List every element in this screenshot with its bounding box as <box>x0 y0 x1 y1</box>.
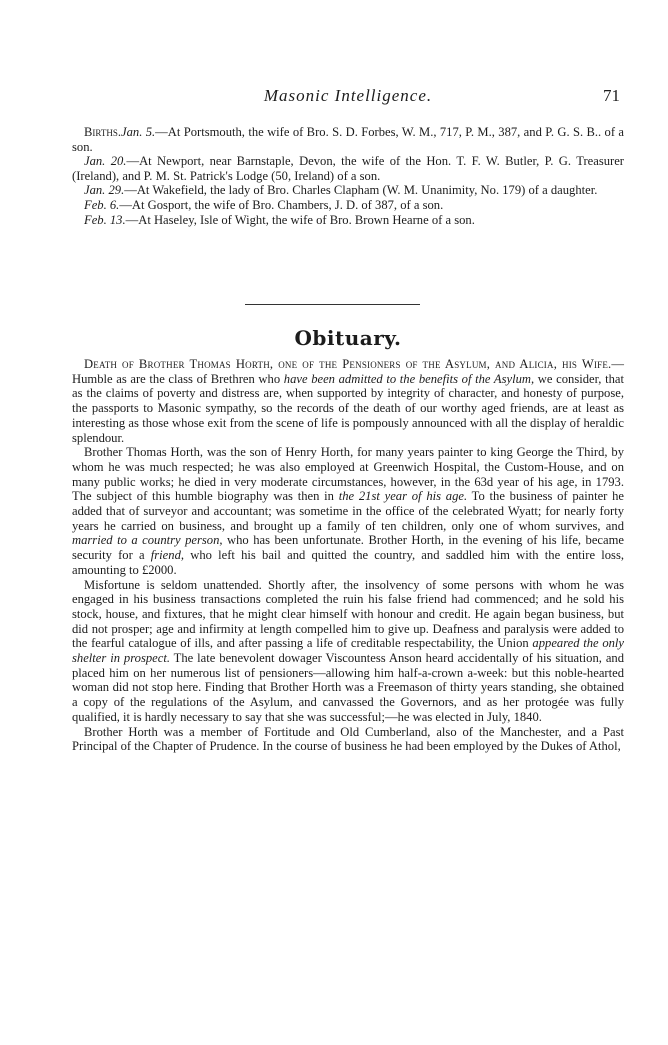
text-run-italic: friend, <box>150 548 185 563</box>
birth-date: Feb. 6. <box>84 197 120 212</box>
birth-entry <box>72 198 624 213</box>
section-divider <box>245 304 420 305</box>
text-run: we consider, that as the claims of poverty and distress are, when supported by integrity of character, and honesty of purpose, the passports to Masonic sympathy, so the records of the death of our worthy aged friends, are at least as interesting as those whose exit from the scene of life is pompously announced with all the display of heraldic splendour. <box>72 371 624 445</box>
text-run: Misfortune is seldom unattended. Shortly after, the insolvency of some persons with whom he was engaged in his business transactions completed the ruin his false friend had commenced; and he sold his stock, house, and fixtures, that he might clear himself with honour and credit. He again began business, but did not prosper; age and infirmity at length compelled him to give up. Deafness and paralysis were added to the fearful catalogue of ills, and after passing a life of creditable respectability, the Union <box>72 577 624 651</box>
text-run: The late benevolent dowager Viscountess Anson heard accidentally of his situation, and placed him on her numerous list of pensioners—allowing him half-a-crown a-week: but this noble-hearted woman did not stop here. Finding that Brother Horth was a Freemason of thirty years standing, she obtained a copy of the regulations of the Asylum, and canvassed the Governors, and as her protogée was fully qualified, it is hardly necessary to say that she was successful;—he was elected in July, 1840. <box>72 651 624 724</box>
obituary-paragraph <box>72 357 624 445</box>
births-lead: Births. <box>84 125 122 139</box>
obituary-body <box>72 357 624 754</box>
text-run: who has been unfortunate. Brother Horth, in the evening of his life, became security for a <box>72 533 624 563</box>
text-run-italic: the 21st year of his age. <box>338 489 468 504</box>
birth-date: Jan. 29. <box>84 183 125 198</box>
obituary-heading: Obituary. <box>294 326 402 350</box>
birth-entry <box>72 183 624 198</box>
text-run: Brother Thomas Horth, was the son of Henry Horth, for many years painter to king George the Third, by whom he was much respected; he was also employed at Greenwich Hospital, the Custom-House, and on many public works; he died in very moderate circumstances, however, in the 63d year of his age, in 1793. The subject of this humble biography was then in <box>72 445 624 504</box>
birth-entry <box>72 154 624 183</box>
birth-text: —At Portsmouth, the wife of Bro. S. D. Forbes, W. M., 717, P. M., 387, and P. G. S. B.. of a son. <box>72 125 624 154</box>
obituary-paragraph <box>72 578 624 725</box>
text-run-italic: married to a country person, <box>72 533 223 548</box>
birth-entry <box>72 125 624 154</box>
obituary-paragraph <box>72 445 624 577</box>
page-number: 71 <box>603 86 620 105</box>
text-run: who left his bail and quitted the country, and saddled him with the entire loss, amounting to £2000. <box>72 548 624 577</box>
text-run-italic: have been admitted to the benefits of the Asylum, <box>283 371 535 386</box>
birth-date: Jan. 5. <box>121 125 156 139</box>
birth-text: —At Wakefield, the lady of Bro. Charles Clapham (W. M. Unanimity, No. 179) of a daughter. <box>124 183 598 198</box>
birth-date: Jan. 20. <box>84 154 127 169</box>
text-run: —Humble as are the class of Brethren who <box>72 357 624 386</box>
text-run-italic: appeared the only shelter in prospect. <box>72 636 625 666</box>
birth-text: —At Gosport, the wife of Bro. Chambers, J. D. of 387, of a son. <box>119 197 444 212</box>
birth-text: —At Newport, near Barnstaple, Devon, the wife of the Hon. T. F. W. Butler, P. G. Treasurer (Ireland), and P. M. St. Patrick's Lodge (50, Ireland) of a son. <box>72 154 624 183</box>
birth-entry <box>72 213 624 228</box>
obituary-lead: Death of Brother Thomas Horth, one of the Pensioners of the Asylum, and Alicia, his Wife. <box>84 357 612 371</box>
births-section <box>72 125 624 227</box>
birth-date: Feb. 13. <box>84 212 126 227</box>
running-title: Masonic Intelligence. <box>263 86 433 105</box>
birth-text: —At Haseley, Isle of Wight, the wife of Bro. Brown Hearne of a son. <box>125 212 475 227</box>
text-run: To the business of painter he added that of surveyor and accountant; was sometime in the office of the celebrated Wyatt; for nearly forty years he carried on business, and brought up a family of ten children, only one of whom survives, and <box>72 489 624 533</box>
obituary-paragraph: Brother Horth was a member of Fortitude and Old Cumberland, also of the Manchester, and a Past Principal of the Chapter of Prudence. In the course of business he had been employed by the Dukes of Athol, <box>72 724 624 754</box>
page-header <box>72 86 624 110</box>
